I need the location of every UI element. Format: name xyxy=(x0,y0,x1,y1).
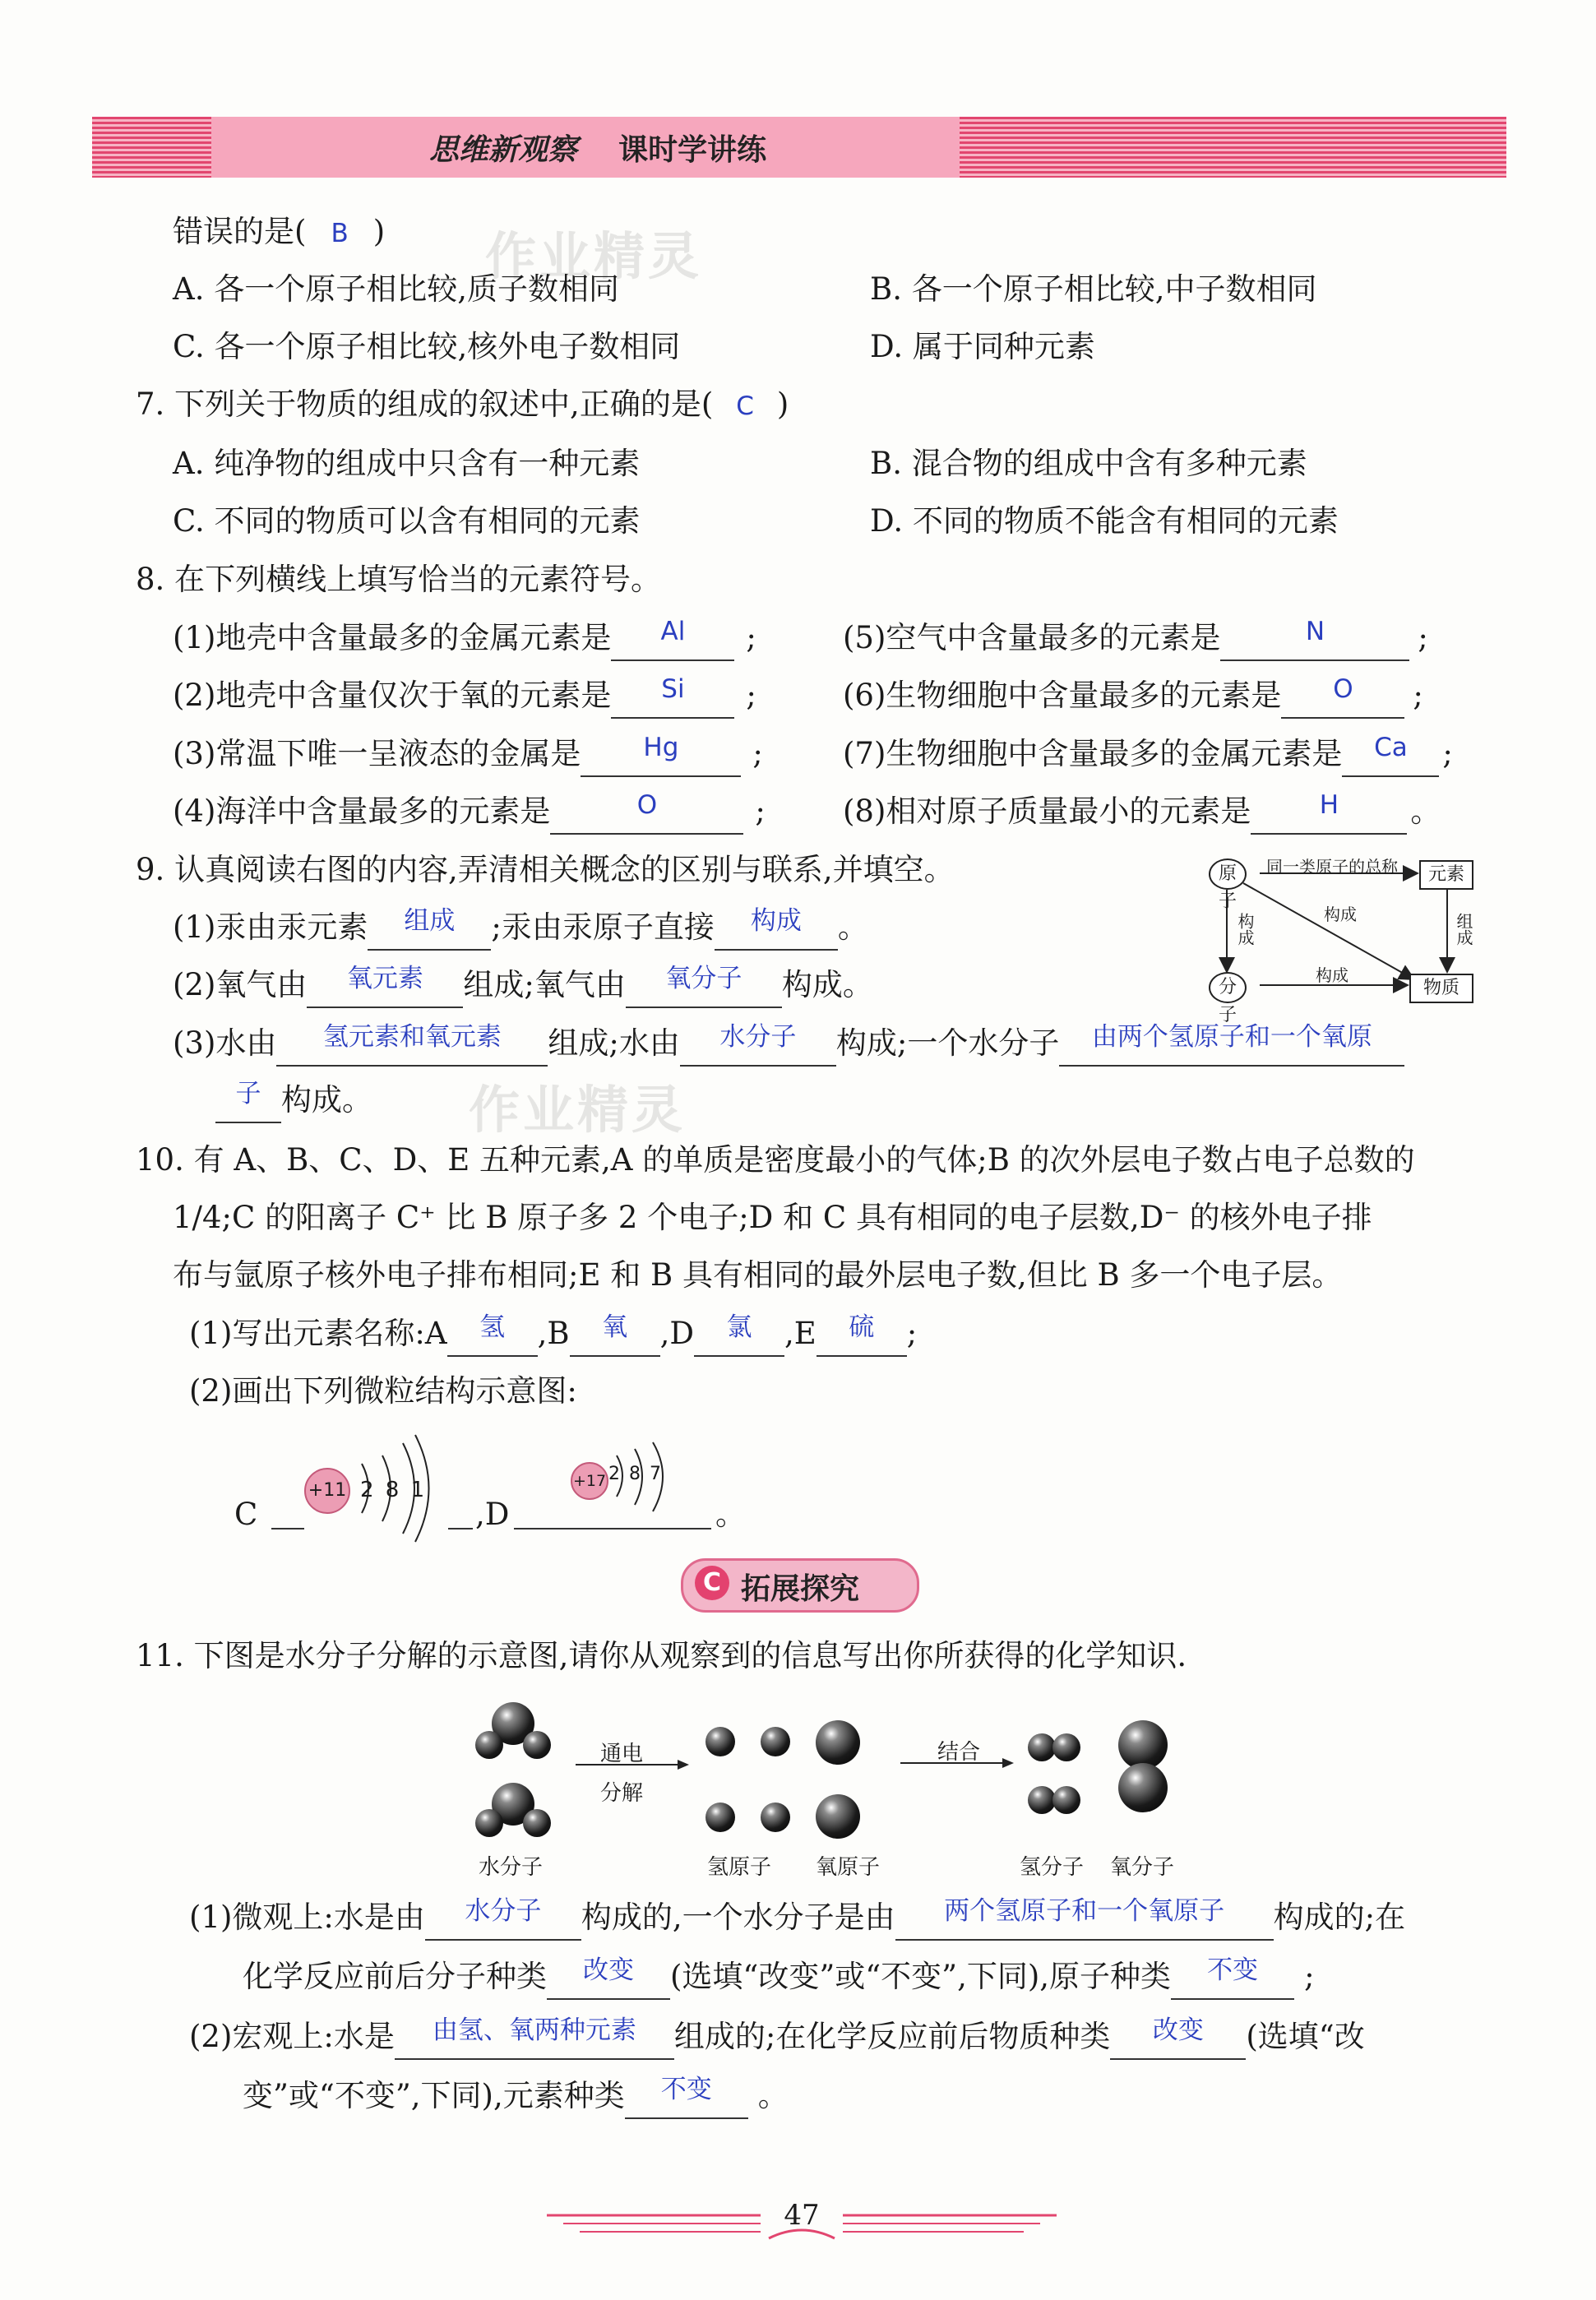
q9-answer: 由两个氢原子和一个氧原 xyxy=(1091,1022,1372,1052)
q9-line-4 xyxy=(215,1081,372,1123)
header-title xyxy=(429,127,766,169)
q11-text: ; xyxy=(1304,1959,1315,1994)
q11-part-1b xyxy=(243,1957,1315,2000)
q10-blank xyxy=(447,1314,538,1357)
q8-end: ; xyxy=(746,678,756,713)
water-molecule-h xyxy=(475,1731,503,1759)
q10-answer-a: 氢 xyxy=(479,1312,506,1342)
oxygen-atom xyxy=(816,1720,860,1765)
c-nucleus xyxy=(304,1468,350,1514)
q11-text: 化学反应前后分子种类 xyxy=(243,1959,547,1994)
substance-node: 物质 xyxy=(1409,974,1473,1003)
q8-answer: O xyxy=(1333,674,1353,704)
q11-text: (1)微观上:水是由 xyxy=(189,1900,425,1935)
q10-text: (1)写出元素名称:A xyxy=(189,1316,447,1351)
c-underline-right xyxy=(448,1528,473,1529)
q9-text: 组成;氧气由 xyxy=(463,967,626,1002)
footer-ornament xyxy=(547,2197,1057,2247)
q11-blank xyxy=(625,2076,748,2119)
d-nucleus xyxy=(571,1462,608,1500)
q8-item xyxy=(173,676,756,719)
q10-line-2: 1/4;C 的阳离子 C⁺ 比 B 原子多 2 个电子;D 和 C 具有相同的电子层数,D⁻ 的核外电子排 xyxy=(173,1200,1372,1235)
q9-answer: 氧分子 xyxy=(665,964,742,993)
q9-blank xyxy=(1059,1024,1404,1067)
q6-stem-end: ) xyxy=(372,214,386,249)
q9-blank xyxy=(215,1081,281,1123)
q10-blank xyxy=(570,1314,660,1357)
q9-answer: 氧元素 xyxy=(346,964,423,993)
q11-answer: 改变 xyxy=(1152,2015,1204,2045)
hydrogen-molecule-atom xyxy=(1052,1786,1080,1814)
q11-stem: 11. 下图是水分子分解的示意图,请你从观察到的信息写出你所获得的化学知识. xyxy=(136,1638,1187,1673)
water-molecule-label: 水分子 xyxy=(479,1855,544,1880)
q10-part-2: (2)画出下列微粒结构示意图: xyxy=(189,1373,577,1409)
water-molecule-h xyxy=(475,1809,503,1837)
q7-stem xyxy=(136,385,789,426)
q10-text: ,D xyxy=(659,1316,694,1351)
q11-blank xyxy=(395,2017,674,2060)
q9-answer: 氢元素和氧元素 xyxy=(322,1022,502,1052)
q8-end: ; xyxy=(1442,736,1453,771)
bottom-arrow-label: 构成 xyxy=(1316,965,1349,985)
q9-answer: 水分子 xyxy=(719,1022,797,1052)
hydrogen-atom xyxy=(761,1727,790,1756)
q9-stem: 9. 认真阅读右图的内容,弄清相关概念的区别与联系,并填空。 xyxy=(136,852,955,887)
water-molecule-h xyxy=(523,1731,551,1759)
q11-text: 组成的;在化学反应前后物质种类 xyxy=(673,2019,1111,2054)
q8-item-label: (2)地壳中含量仅次于氧的元素是 xyxy=(173,678,612,713)
q8-stem: 8. 在下列横线上填写恰当的元素符号。 xyxy=(136,562,662,597)
q11-blank xyxy=(1171,1957,1294,2000)
q8-answer: Ca xyxy=(1374,733,1408,762)
q8-item xyxy=(173,792,766,835)
q7-option-c: C. 不同的物质可以含有相同的元素 xyxy=(173,503,641,539)
section-badge: C xyxy=(695,1566,729,1600)
hydrogen-molecule-atom xyxy=(1028,1733,1056,1761)
q9-answer: 组成 xyxy=(404,906,456,936)
q8-answer-blank xyxy=(611,618,734,661)
q6-stem-text: 错误的是( xyxy=(173,214,307,249)
q8-item-label: (1)地壳中含量最多的金属元素是 xyxy=(173,620,612,655)
oxygen-atom-label: 氧原子 xyxy=(816,1855,881,1880)
q11-answer: 不变 xyxy=(1207,1955,1259,1985)
q9-answer: 子 xyxy=(235,1079,261,1108)
q9-text: 构成。 xyxy=(281,1082,372,1118)
q9-text: (1)汞由汞元素 xyxy=(173,909,368,945)
molecule-node: 分子 xyxy=(1209,972,1247,1003)
q8-answer: H xyxy=(1319,790,1339,820)
q8-item-label: (7)生物细胞中含量最多的金属元素是 xyxy=(843,736,1343,771)
q9-blank xyxy=(680,1024,836,1067)
q6-stem xyxy=(173,212,385,253)
section-title-text: 拓展探究 xyxy=(741,1572,860,1606)
q8-item-label: (4)海洋中含量最多的元素是 xyxy=(173,794,551,829)
hydrogen-molecule-label: 氢分子 xyxy=(1020,1855,1085,1880)
q10-blank xyxy=(694,1314,784,1357)
d-shell-electrons: 2 8 7 xyxy=(608,1464,661,1484)
q8-answer-blank xyxy=(1251,792,1407,835)
arrow2-top-label: 结合 xyxy=(937,1740,981,1765)
q9-blank xyxy=(626,965,782,1008)
q8-item xyxy=(173,734,763,777)
hydrogen-atom-label: 氢原子 xyxy=(707,1855,772,1880)
q10-line-1: 10. 有 A、B、C、D、E 五种元素,A 的单质是密度最小的气体;B 的次外层电子数占电子总数的 xyxy=(136,1142,1415,1178)
q6-option-a: A. 各一个原子相比较,质子数相同 xyxy=(173,271,620,307)
c-underline-left xyxy=(271,1528,304,1529)
q8-end: 。 xyxy=(1410,794,1441,829)
oxygen-molecule-atom xyxy=(1118,1763,1168,1812)
arrow-combine xyxy=(900,1755,1015,1771)
q8-end: ; xyxy=(1413,678,1423,713)
series-name: 思维新观察 xyxy=(429,133,578,167)
q10-answer-e: 硫 xyxy=(849,1312,875,1342)
q8-item xyxy=(843,618,1428,661)
q10-line-3: 布与氩原子核外电子排布相同;E 和 B 具有相同的最外层电子数,但比 B 多一个电子层。 xyxy=(173,1257,1343,1293)
element-node: 元素 xyxy=(1419,860,1473,890)
q8-answer: Hg xyxy=(643,733,679,762)
hydrogen-atom xyxy=(705,1803,735,1832)
q10-text: ,B xyxy=(537,1316,570,1351)
q11-part-2 xyxy=(189,2017,1365,2060)
q10-part-1 xyxy=(189,1314,917,1357)
q8-item-label: (5)空气中含量最多的元素是 xyxy=(843,620,1221,655)
q10-answer-b: 氧 xyxy=(602,1312,628,1342)
q8-item xyxy=(843,676,1423,719)
q11-answer: 两个氢原子和一个氧原子 xyxy=(944,1896,1225,1926)
q8-item xyxy=(843,734,1453,777)
lesson-title: 课时学讲练 xyxy=(618,133,767,167)
q9-text: (3)水由 xyxy=(173,1025,277,1061)
q9-text: ;汞由汞原子直接 xyxy=(491,909,715,945)
q8-item xyxy=(173,618,756,661)
q8-item xyxy=(843,792,1441,835)
oxygen-molecule-label: 氧分子 xyxy=(1110,1855,1175,1880)
q7-stem-text: 7. 下列关于物质的组成的叙述中,正确的是( xyxy=(136,386,714,422)
q11-text: 构成的,一个水分子是由 xyxy=(581,1900,895,1935)
q10-answer-d: 氯 xyxy=(726,1312,752,1342)
q9-text: 构成;一个水分子 xyxy=(835,1025,1060,1061)
right-arrow-label: 组成 xyxy=(1454,913,1473,946)
c-shell-electrons: 2 8 1 xyxy=(360,1478,425,1502)
q11-text: 变”或“不变”,下同),元素种类 xyxy=(243,2078,625,2113)
q9-line-2 xyxy=(173,965,873,1008)
q11-text: (选填“改变”或“不变”,下同),原子种类 xyxy=(670,1959,1172,1994)
q11-part-2b xyxy=(243,2076,789,2119)
q11-part-1 xyxy=(189,1898,1405,1941)
q11-text: (选填“改 xyxy=(1246,2019,1365,2054)
q8-answer-blank xyxy=(550,792,743,835)
q9-blank xyxy=(307,965,463,1008)
watermark: 作业精灵 xyxy=(469,1080,687,1140)
watermark: 作业精灵 xyxy=(485,226,703,286)
q11-text: 构成的;在 xyxy=(1273,1900,1406,1935)
d-nucleus-charge: +17 xyxy=(572,1472,607,1490)
left-arrow-label: 构成 xyxy=(1235,913,1255,946)
q6-option-c: C. 各一个原子相比较,核外电子数相同 xyxy=(173,329,681,364)
q9-blank xyxy=(368,908,491,951)
q9-text: 组成;水由 xyxy=(548,1025,680,1061)
concept-diagram xyxy=(1209,855,1473,1025)
q10-blank xyxy=(817,1314,907,1357)
d-underline xyxy=(514,1528,711,1529)
q8-end: ; xyxy=(752,736,763,771)
q11-text: (2)宏观上:水是 xyxy=(189,2019,395,2054)
hydrogen-molecule-atom xyxy=(1052,1733,1080,1761)
q8-answer: O xyxy=(636,790,658,820)
q9-text: 构成。 xyxy=(781,967,873,1002)
q10-text: ; xyxy=(906,1316,918,1351)
hydrogen-atom xyxy=(761,1803,790,1832)
oxygen-molecule-atom xyxy=(1118,1720,1168,1770)
q11-text: 。 xyxy=(757,2078,789,2113)
arrow1-bottom-label: 分解 xyxy=(600,1781,644,1806)
c-nucleus-charge: +11 xyxy=(308,1480,347,1501)
q9-answer: 构成 xyxy=(750,906,802,936)
q7-option-b: B. 混合物的组成中含有多种元素 xyxy=(870,446,1307,481)
q9-line-3 xyxy=(173,1024,1404,1067)
hydrogen-molecule-atom xyxy=(1028,1786,1056,1814)
q7-answer: C xyxy=(736,391,754,421)
page-number: 47 xyxy=(784,2199,820,2232)
q11-blank xyxy=(1110,2017,1246,2060)
q7-option-d: D. 不同的物质不能含有相同的元素 xyxy=(870,503,1339,539)
c-label: C xyxy=(234,1497,258,1532)
q6-answer: B xyxy=(331,219,349,248)
q8-end: ; xyxy=(1418,620,1428,655)
q11-answer: 水分子 xyxy=(465,1896,542,1926)
q8-item-label: (8)相对原子质量最小的元素是 xyxy=(843,794,1251,829)
oxygen-atom xyxy=(816,1794,860,1839)
q8-answer-blank xyxy=(581,734,741,777)
d-ion-diagram xyxy=(567,1439,715,1529)
q7-stem-end: ) xyxy=(776,386,789,422)
q10-text: ,E xyxy=(784,1316,817,1351)
q8-end: ; xyxy=(755,794,766,829)
q8-answer: N xyxy=(1305,617,1325,646)
d-label: ,D xyxy=(475,1497,510,1532)
q11-answer: 由氢、氧两种元素 xyxy=(432,2015,636,2045)
top-arrow-label: 同一类原子的总称 xyxy=(1266,857,1398,877)
atom-node: 原子 xyxy=(1209,858,1247,890)
diagonal-arrow-label: 构成 xyxy=(1324,905,1357,924)
q8-answer: Al xyxy=(660,617,686,646)
q11-blank xyxy=(547,1957,670,2000)
q8-answer-blank xyxy=(611,676,734,719)
q10-end: 。 xyxy=(715,1497,746,1532)
q8-answer: Si xyxy=(661,674,685,704)
c-ion-diagram xyxy=(304,1431,444,1546)
header-banner xyxy=(92,117,1506,178)
water-decomposition-diagram xyxy=(460,1686,1200,1883)
q9-blank xyxy=(715,908,838,951)
q8-item-label: (3)常温下唯一呈液态的金属是 xyxy=(173,736,581,771)
q7-option-a: A. 纯净物的组成中只含有一种元素 xyxy=(173,446,641,481)
arrow1-top-label: 通电 xyxy=(600,1742,644,1766)
q8-item-label: (6)生物细胞中含量最多的元素是 xyxy=(843,678,1282,713)
section-title xyxy=(681,1558,919,1613)
q8-answer-blank xyxy=(1281,676,1404,719)
arrow-electrolysis xyxy=(576,1756,691,1773)
q8-answer-blank xyxy=(1342,734,1439,777)
hydrogen-atom xyxy=(705,1727,735,1756)
q9-text: (2)氧气由 xyxy=(173,967,308,1002)
q9-text: 。 xyxy=(837,909,868,945)
q6-option-d: D. 属于同种元素 xyxy=(870,329,1095,364)
q11-answer: 改变 xyxy=(583,1955,634,1985)
q11-answer: 不变 xyxy=(660,2075,712,2104)
q8-end: ; xyxy=(746,620,756,655)
q9-line-1 xyxy=(173,908,868,951)
water-molecule-h xyxy=(523,1809,551,1837)
q6-option-b: B. 各一个原子相比较,中子数相同 xyxy=(870,271,1317,307)
q11-blank xyxy=(895,1898,1274,1941)
q11-blank xyxy=(425,1898,581,1941)
q8-answer-blank xyxy=(1220,618,1409,661)
q9-blank xyxy=(276,1024,548,1067)
